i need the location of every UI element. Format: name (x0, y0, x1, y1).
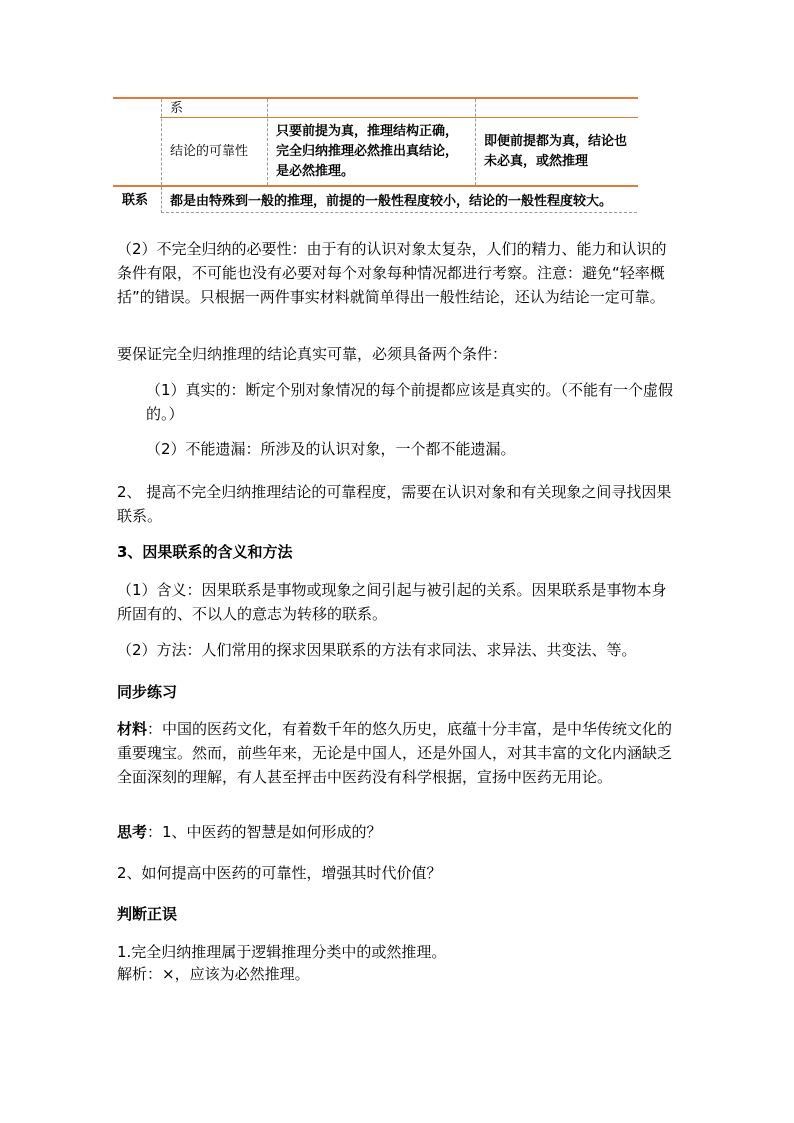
paragraph-complete-induction-conditions: 要保证完全归纳推理的结论真实可靠，必须具备两个条件： (117, 345, 508, 363)
think-label: 思考 (117, 823, 148, 841)
table-row2-label: 结论的可靠性 (170, 144, 249, 159)
table-row3-content: 都是由特殊到一般的推理，前提的一般性程度较小，结论的一般性程度较大。 (170, 194, 613, 209)
table-row2-complete-induction: 只要前提为真，推理结构正确，完全归纳推理必然推出真结论，是必然推理。 (276, 124, 459, 179)
paragraph-incomplete-induction-necessity: （2）不完全归纳的必要性：由于有的认识对象太复杂，人们的精力、能力和认识的条件有限，不可能也没有必要对每个对象每种情况都进行考察。注意：避免“轻率概括”的错误。只根据一两件事实材料就简单得出一般性结论，还认为结论一定可靠。 (117, 240, 667, 306)
paragraph-condition-no-omission: （2）不能遗漏：所涉及的认识对象，一个都不能遗漏。 (146, 440, 516, 458)
paragraph-causal-reliability: 2、 提高不完全归纳推理结论的可靠程度，需要在认识对象和有关现象之间寻找因果联系。 (117, 483, 672, 525)
table-top-border (113, 97, 638, 99)
table-col-divider (161, 99, 162, 185)
paragraph-material (117, 717, 677, 789)
paragraph-causal-meaning: （1）含义：因果联系是事物或现象之间引起与被引起的关系。因果联系是事物本身所固有的、不以人的意志为转移的联系。 (117, 581, 667, 623)
paragraph-question-1: 1.完全归纳推理属于逻辑推理分类中的或然推理。 (117, 943, 447, 961)
paragraph-think-question-2: 2、如何提高中医药的可靠性，增强其时代价值？ (117, 864, 442, 882)
heading-causal-connection: 3、因果联系的含义和方法 (117, 543, 293, 561)
paragraph-answer-1: 解析：×，应该为必然推理。 (117, 965, 310, 983)
heading-true-false: 判断正误 (117, 905, 178, 923)
table-bottom-divider (113, 185, 638, 187)
table-col-divider (161, 187, 162, 213)
table-cell-bottom (161, 212, 637, 213)
heading-sync-practice: 同步练习 (117, 683, 178, 701)
material-label: 材料 (117, 720, 148, 738)
table-row1-label: 系 (170, 101, 184, 116)
table-row2-incomplete-induction: 即便前提都为真，结论也未必真，或然推理 (484, 134, 628, 169)
table-row3-label: 联系 (122, 193, 149, 208)
table-col-divider (475, 99, 476, 185)
think-text: ：1、中医药的智慧是如何形成的？ (147, 823, 382, 841)
paragraph-think-question-1 (117, 820, 677, 844)
table-row-divider (160, 117, 638, 118)
table-col-divider (267, 99, 268, 185)
paragraph-causal-methods: （2）方法：人们常用的探求因果联系的方法有求同法、求异法、共变法、等。 (117, 641, 637, 659)
material-text: ：中国的医药文化，有着数千年的悠久历史，底蕴十分丰富，是中华传统文化的重要瑰宝。然而，前些年来，无论是中国人，还是外国人，对其丰富的文化内涵缺乏全面深刻的理解，有人甚至抨击中医药没有科学根据，宣扬中医药无用论。 (117, 720, 673, 786)
paragraph-condition-true: （1）真实的：断定个别对象情况的每个前提都应该是真实的。（不能有一个虚假的。） (146, 381, 674, 423)
